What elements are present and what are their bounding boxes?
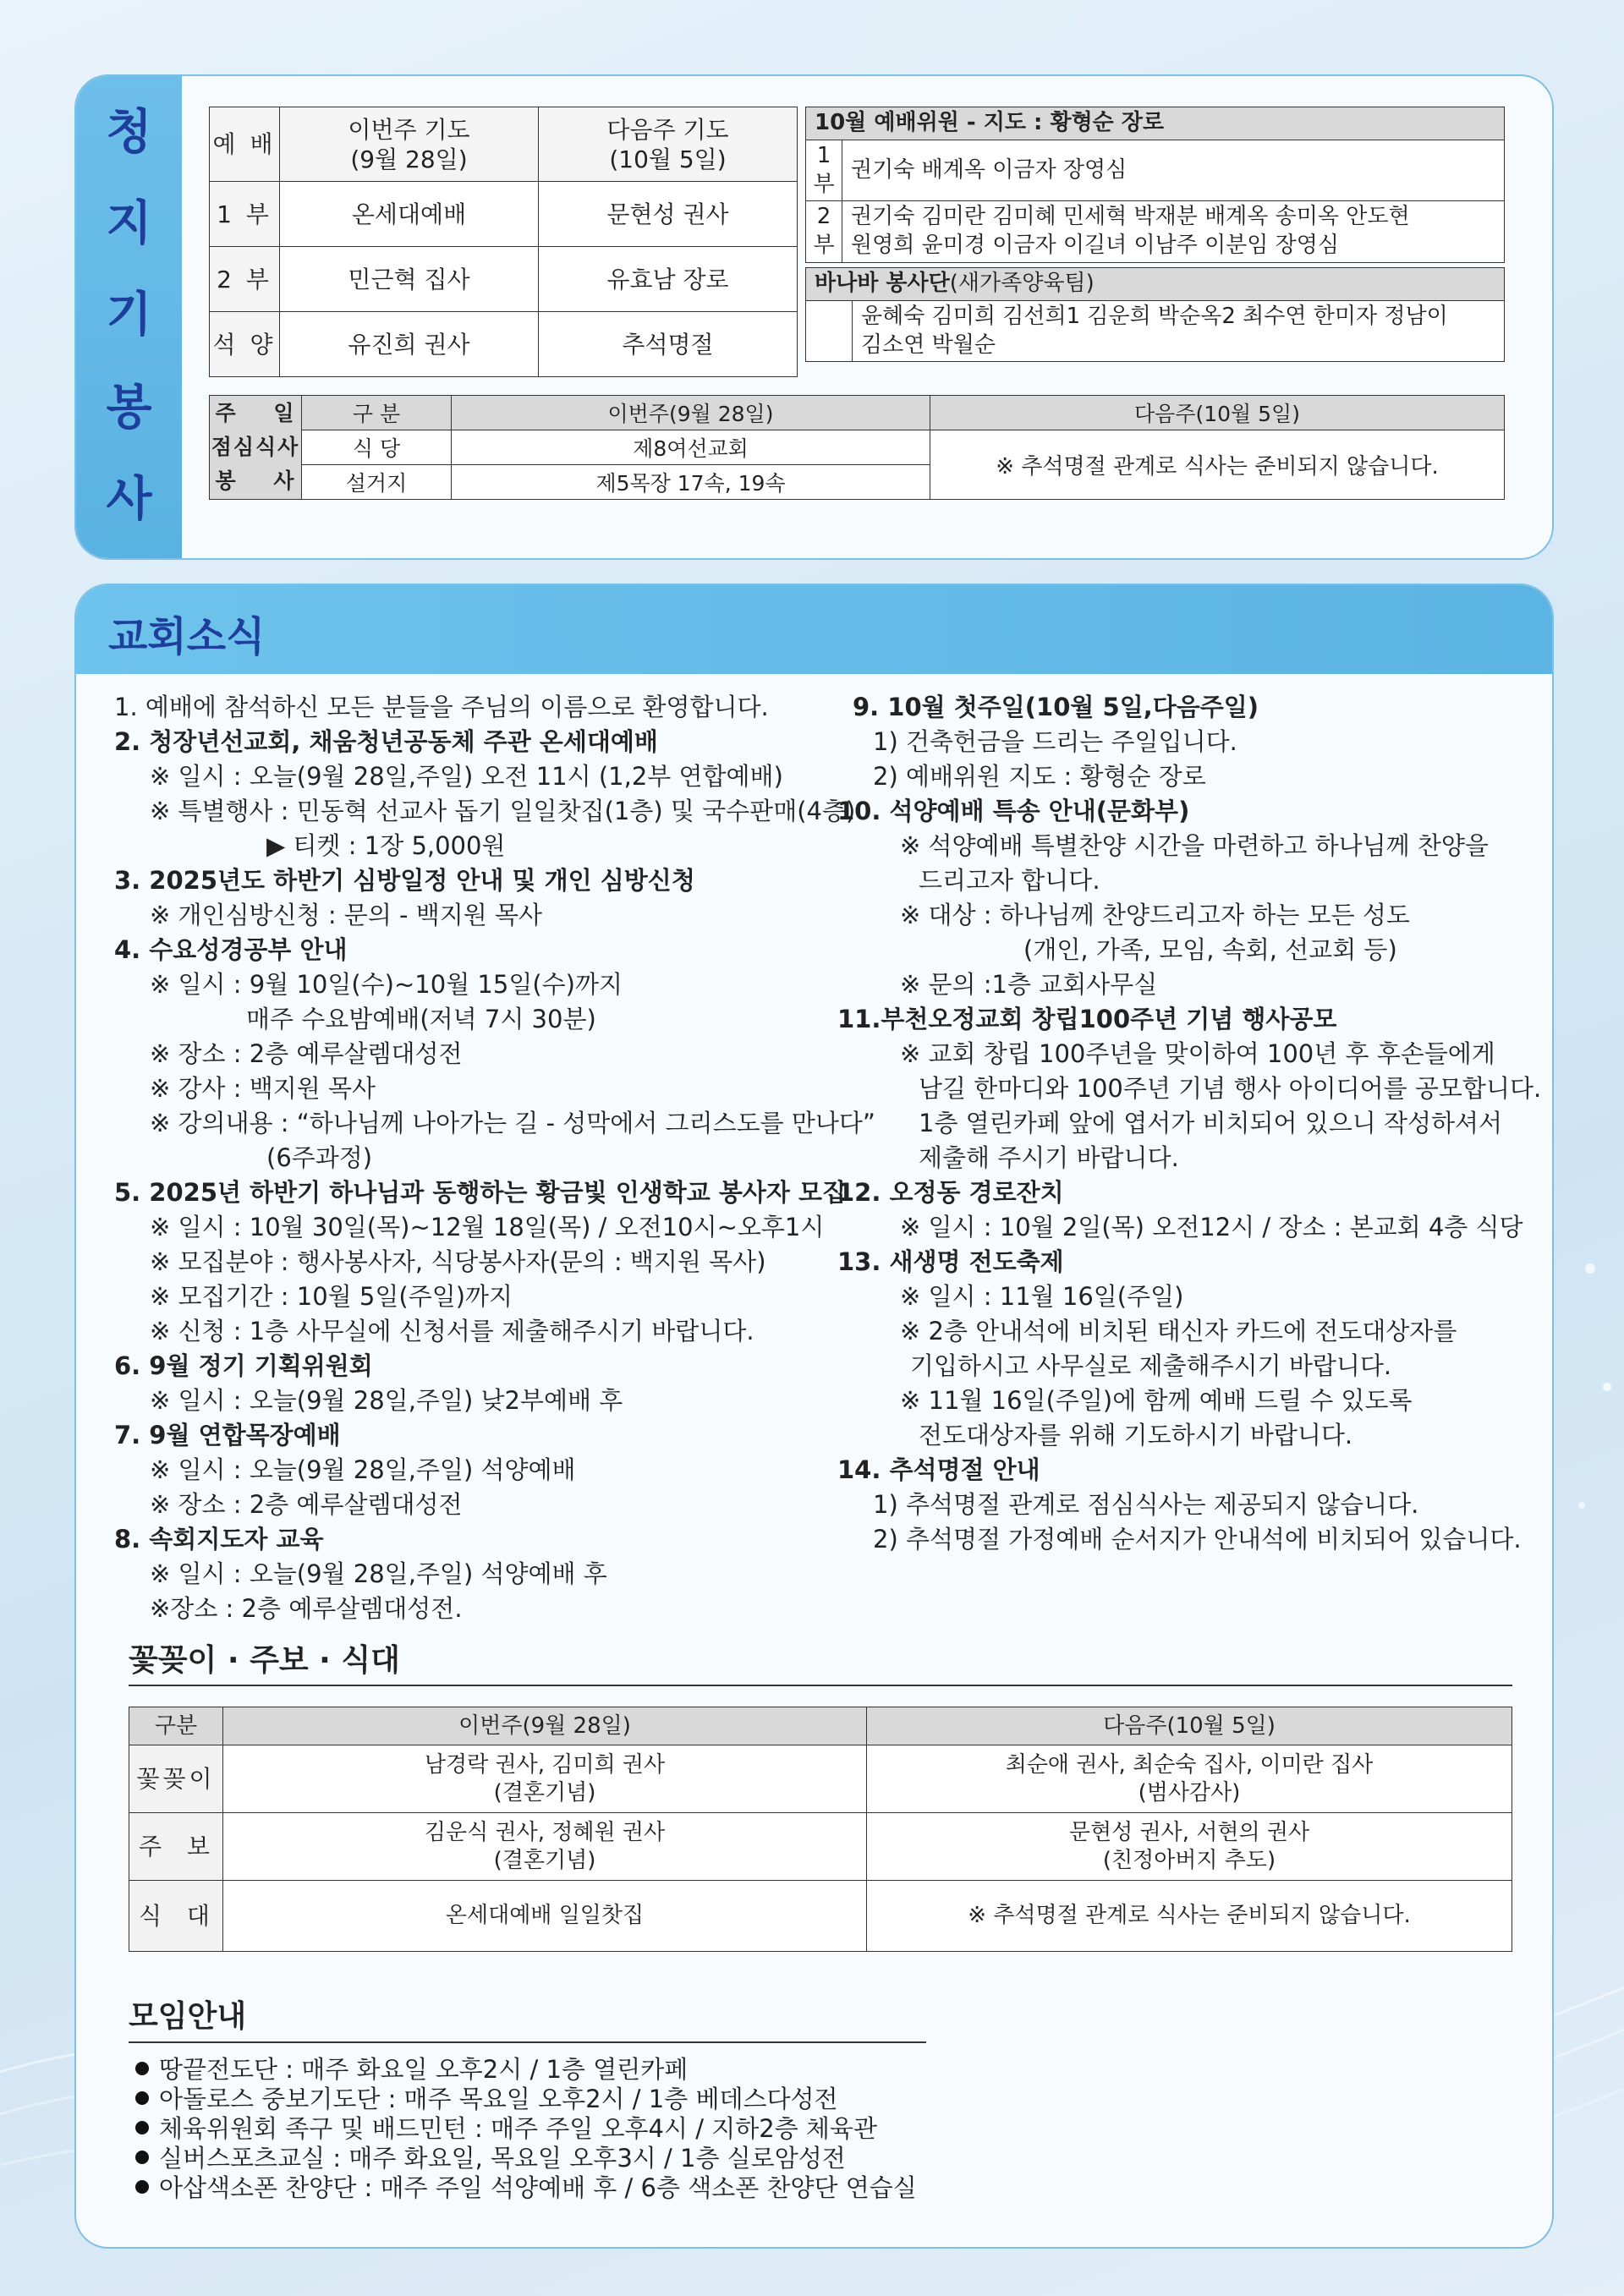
news-item-line: (6주과정) [266, 1143, 373, 1172]
news-left-column [114, 690, 875, 1626]
news-item-line: 남길 한마디와 100주년 기념 행사 아이디어를 공모합니다. [919, 1074, 1542, 1103]
lunch-label-line: 봉 사 [215, 469, 296, 493]
meetings-section-title: 모임안내 [129, 1999, 247, 2034]
flowers-table-header: 구분 [129, 1707, 223, 1745]
meeting-item [135, 2114, 917, 2144]
church-news-header [76, 585, 1552, 674]
news-item-heading: 14. 추석명절 안내 [837, 1455, 1040, 1484]
news-item-heading: 6. 9월 정기 기획위원회 [114, 1351, 373, 1380]
news-item-line: ※ 교회 창립 100주년을 맞이하여 100년 후 후손들에게 [900, 1039, 1495, 1068]
flowers-table-cell: 문현성 권사, 서현의 권사 (친정아버지 추도) [867, 1813, 1512, 1881]
news-item-heading: 8. 속회지도자 교육 [114, 1525, 324, 1553]
lunch-table-cell: 설거지 [302, 465, 452, 500]
meeting-item [135, 2085, 917, 2114]
news-item-line: 드리고자 합니다. [919, 866, 1100, 895]
news-item-heading: 9. 10월 첫주일(10월 5일,다음주일) [853, 693, 1259, 721]
prayer-table-cell: 민근혁 집사 [280, 247, 539, 312]
lunch-next-week-note: ※ 추석명절 관계로 식사는 준비되지 않습니다. [930, 430, 1505, 500]
news-item-line: 1) 추석명절 관계로 점심식사는 제공되지 않습니다. [873, 1490, 1419, 1519]
news-item-line: ※ 특별행사 : 민동혁 선교사 돕기 일일찻집(1층) 및 국수판매(4층) [150, 797, 856, 825]
worship-committee-table [805, 107, 1505, 263]
news-item-heading: 2. 청장년선교회, 채움청년공동체 주관 온세대예배 [114, 727, 658, 756]
news-item-heading: 13. 새생명 전도축제 [837, 1247, 1064, 1276]
news-item-heading: 4. 수요성경공부 안내 [114, 935, 348, 964]
worship-committee-title [806, 107, 1505, 140]
news-item-line: 제출해 주시기 바랍니다. [919, 1143, 1179, 1172]
news-item-line: ※ 신청 : 1층 사무실에 신청서를 제출해주시기 바랍니다. [150, 1317, 754, 1345]
meeting-item-text: 아돌로스 중보기도단 : 매주 목요일 오후2시 / 1층 베데스다성전 [159, 2085, 838, 2113]
lunch-label-line: 주 일 [215, 401, 296, 425]
meeting-item [135, 2144, 917, 2173]
barnabas-names: 윤혜숙 김미희 김선희1 김운희 박순옥2 최수연 한미자 정남이 김소연 박월순 [853, 300, 1505, 362]
news-item-line: 기입하시고 사무실로 제출해주시기 바랍니다. [910, 1351, 1392, 1380]
lunch-table-cell: 제8여선교회 [452, 430, 930, 465]
prayer-table-header: 다음주 기도 (10월 5일) [539, 107, 798, 182]
flowers-table-cell: 남경락 권사, 김미희 권사 (결혼기념) [223, 1745, 867, 1813]
flowers-table-header: 이번주(9월 28일) [223, 1707, 867, 1745]
flowers-table-cell: ※ 추석명절 관계로 식사는 준비되지 않습니다. [867, 1881, 1512, 1952]
prayer-table-cell: 온세대예배 [280, 182, 539, 247]
lunch-table-header: 다음주(10월 5일) [930, 396, 1505, 430]
news-item-line: ※ 일시 : 9월 10일(수)~10월 15일(수)까지 [150, 970, 623, 999]
news-item-line: ※ 석양예배 특별찬양 시간을 마련하고 하나님께 찬양을 [900, 831, 1489, 860]
volunteer-service-vertical-title [76, 76, 182, 558]
barnabas-title-sub: (새가족양육팀) [949, 271, 1095, 296]
prayer-table-cell: 유진희 권사 [280, 312, 539, 377]
flowers-table-cell: 김운식 권사, 정혜원 권사 (결혼기념) [223, 1813, 867, 1881]
prayer-table-cell: 석 양 [210, 312, 280, 377]
prayer-table-cell: 문현성 권사 [539, 182, 798, 247]
news-item-line: 1. 예배에 참석하신 모든 분들을 주님의 이름으로 환영합니다. [114, 693, 769, 721]
news-item-heading: 7. 9월 연합목장예배 [114, 1421, 341, 1449]
news-item-line: 전도대상자를 위해 기도하시기 바랍니다. [919, 1421, 1353, 1449]
news-item-line: 1) 건축헌금을 드리는 주일입니다. [873, 727, 1237, 756]
news-item-line: ※ 일시 : 오늘(9월 28일,주일) 오전 11시 (1,2부 연합예배) [150, 762, 783, 791]
flowers-table-header: 다음주(10월 5일) [867, 1707, 1512, 1745]
flowers-section-title: 꽃꽂이 · 주보 · 식대 [129, 1643, 400, 1678]
meeting-item [135, 2173, 917, 2203]
lunch-table-header: 이번주(9월 28일) [452, 396, 930, 430]
flowers-section-rule [129, 1685, 1512, 1686]
worship-committee-label: 2부 [806, 201, 842, 263]
lunch-label-line: 점심식사 [211, 435, 300, 459]
news-item-heading: 5. 2025년 하반기 하나님과 동행하는 황금빛 인생학교 봉사자 모집 [114, 1178, 847, 1207]
news-item-line: ※ 2층 안내석에 비치된 태신자 카드에 전도대상자를 [900, 1317, 1457, 1345]
lunch-table-cell: 식 당 [302, 430, 452, 465]
flowers-table [129, 1707, 1512, 1952]
barnabas-title [806, 268, 1505, 301]
meetings-section-rule [129, 2041, 926, 2043]
lunch-service-table [209, 395, 1505, 500]
meeting-item [135, 2055, 917, 2085]
prayer-table-cell: 1 부 [210, 182, 280, 247]
news-item-line: ※ 장소 : 2층 예루살렘대성전 [150, 1490, 463, 1519]
news-item-line: ※장소 : 2층 예루살렘대성전. [150, 1594, 463, 1623]
news-item-line: 1층 열린카페 앞에 엽서가 비치되어 있으니 작성하셔서 [919, 1109, 1503, 1137]
vertical-title-char: 기 [106, 288, 152, 342]
worship-committee-names: 권기숙 배계옥 이금자 장영심 [842, 140, 1505, 201]
bullet-icon [135, 2151, 149, 2164]
news-item-line: 매주 수요밤예배(저녁 7시 30분) [246, 1005, 596, 1033]
news-item-line: ※ 개인심방신청 : 문의 - 백지원 목사 [150, 901, 543, 929]
bullet-icon [135, 2062, 149, 2075]
flowers-table-label: 식 대 [129, 1881, 223, 1952]
barnabas-title-main: 바나바 봉사단 [815, 271, 950, 296]
worship-committee-label: 1부 [806, 140, 842, 201]
news-item-line: ※ 일시 : 오늘(9월 28일,주일) 석양예배 후 [150, 1559, 607, 1588]
flowers-table-cell: 온세대예배 일일찻집 [223, 1881, 867, 1952]
news-item-line: ※ 문의 :1층 교회사무실 [900, 970, 1158, 999]
barnabas-empty-cell [806, 300, 853, 362]
news-right-column [837, 690, 1541, 1557]
news-item-heading: 3. 2025년도 하반기 심방일정 안내 및 개인 심방신청 [114, 866, 695, 895]
news-item-line: ※ 모집분야 : 행사봉사자, 식당봉사자(문의 : 백지원 목사) [150, 1247, 766, 1276]
prayer-table-cell: 유효남 장로 [539, 247, 798, 312]
church-news-title: 교회소식 [108, 613, 266, 660]
meeting-item-text: 땅끝전도단 : 매주 화요일 오후2시 / 1층 열린카페 [159, 2055, 689, 2084]
vertical-title-char: 사 [106, 472, 152, 527]
news-item-heading: 11.부천오정교회 창립100주년 기념 행사공모 [837, 1005, 1337, 1033]
prayer-table-cell: 2 부 [210, 247, 280, 312]
news-item-line: 2) 추석명절 가정예배 순서지가 안내석에 비치되어 있습니다. [873, 1525, 1522, 1553]
news-item-line: 2) 예배위원 지도 : 황형순 장로 [873, 762, 1206, 791]
vertical-title-char: 지 [106, 196, 152, 251]
flowers-table-label: 꽃꽂이 [129, 1745, 223, 1813]
news-item-line: ※ 장소 : 2층 예루살렘대성전 [150, 1039, 463, 1068]
barnabas-table [805, 267, 1505, 362]
worship-committee-leader: 황형순 장로 [1050, 110, 1165, 135]
news-item-line: ※ 일시 : 11월 16일(주일) [900, 1282, 1184, 1311]
lunch-table-cell: 제5목장 17속, 19속 [452, 465, 930, 500]
news-item-line: ※ 11월 16일(주일)에 함께 예배 드릴 수 있도록 [900, 1386, 1413, 1415]
news-item-heading: 12. 오정동 경로잔치 [837, 1178, 1064, 1207]
meeting-item-text: 체육위원회 족구 및 배드민턴 : 매주 주일 오후4시 / 지하2층 체육관 [159, 2114, 877, 2143]
news-item-heading: 10. 석양예배 특송 안내(문화부) [837, 797, 1190, 825]
bullet-icon [135, 2121, 149, 2134]
worship-committee-names: 권기숙 김미란 김미혜 민세혁 박재분 배계옥 송미옥 안도현 원영희 윤미경 이금자 이길녀 이남주 이분임 장영심 [842, 201, 1505, 263]
news-item-line: ※ 일시 : 10월 2일(목) 오전12시 / 장소 : 본교회 4층 식당 [900, 1213, 1523, 1241]
vertical-title-char: 청 [106, 105, 152, 160]
meetings-list [135, 2055, 917, 2203]
bullet-icon [135, 2091, 149, 2105]
flowers-table-cell: 최순애 권사, 최순숙 집사, 이미란 집사 (범사감사) [867, 1745, 1512, 1813]
meeting-item-text: 실버스포츠교실 : 매주 화요일, 목요일 오후3시 / 1층 실로암성전 [159, 2144, 846, 2173]
news-item-line: (개인, 가족, 모임, 속회, 선교회 등) [1023, 935, 1397, 964]
news-item-line: ※ 일시 : 오늘(9월 28일,주일) 석양예배 [150, 1455, 576, 1484]
news-item-line: ※ 일시 : 10월 30일(목)~12월 18일(목) / 오전10시~오후1시 [150, 1213, 825, 1241]
prayer-table-cell: 추석명절 [539, 312, 798, 377]
news-item-line: ※ 모집기간 : 10월 5일(주일)까지 [150, 1282, 513, 1311]
prayer-table [209, 107, 798, 377]
lunch-service-label [210, 396, 302, 500]
vertical-title-char: 봉 [106, 381, 152, 436]
news-item-line: ※ 강사 : 백지원 목사 [150, 1074, 376, 1103]
lunch-table-header: 구 분 [302, 396, 452, 430]
news-item-line: ※ 강의내용 : “하나님께 나아가는 길 - 성막에서 그리스도를 만나다” [150, 1109, 875, 1137]
meeting-item-text: 아삽색소폰 찬양단 : 매주 주일 석양예배 후 / 6층 색소폰 찬양단 연습실 [159, 2173, 917, 2202]
worship-committee-title-prefix: 10월 예배위원 - 지도 : [815, 110, 1051, 135]
news-item-line: ※ 일시 : 오늘(9월 28일,주일) 낮2부예배 후 [150, 1386, 623, 1415]
prayer-table-header: 이번주 기도 (9월 28일) [280, 107, 539, 182]
flowers-table-label: 주 보 [129, 1813, 223, 1881]
news-item-line: ▶ 티켓 : 1장 5,000원 [266, 831, 506, 860]
news-item-line: ※ 대상 : 하나님께 찬양드리고자 하는 모든 성도 [900, 901, 1410, 929]
prayer-table-header: 예 배 [210, 107, 280, 182]
bullet-icon [135, 2180, 149, 2194]
